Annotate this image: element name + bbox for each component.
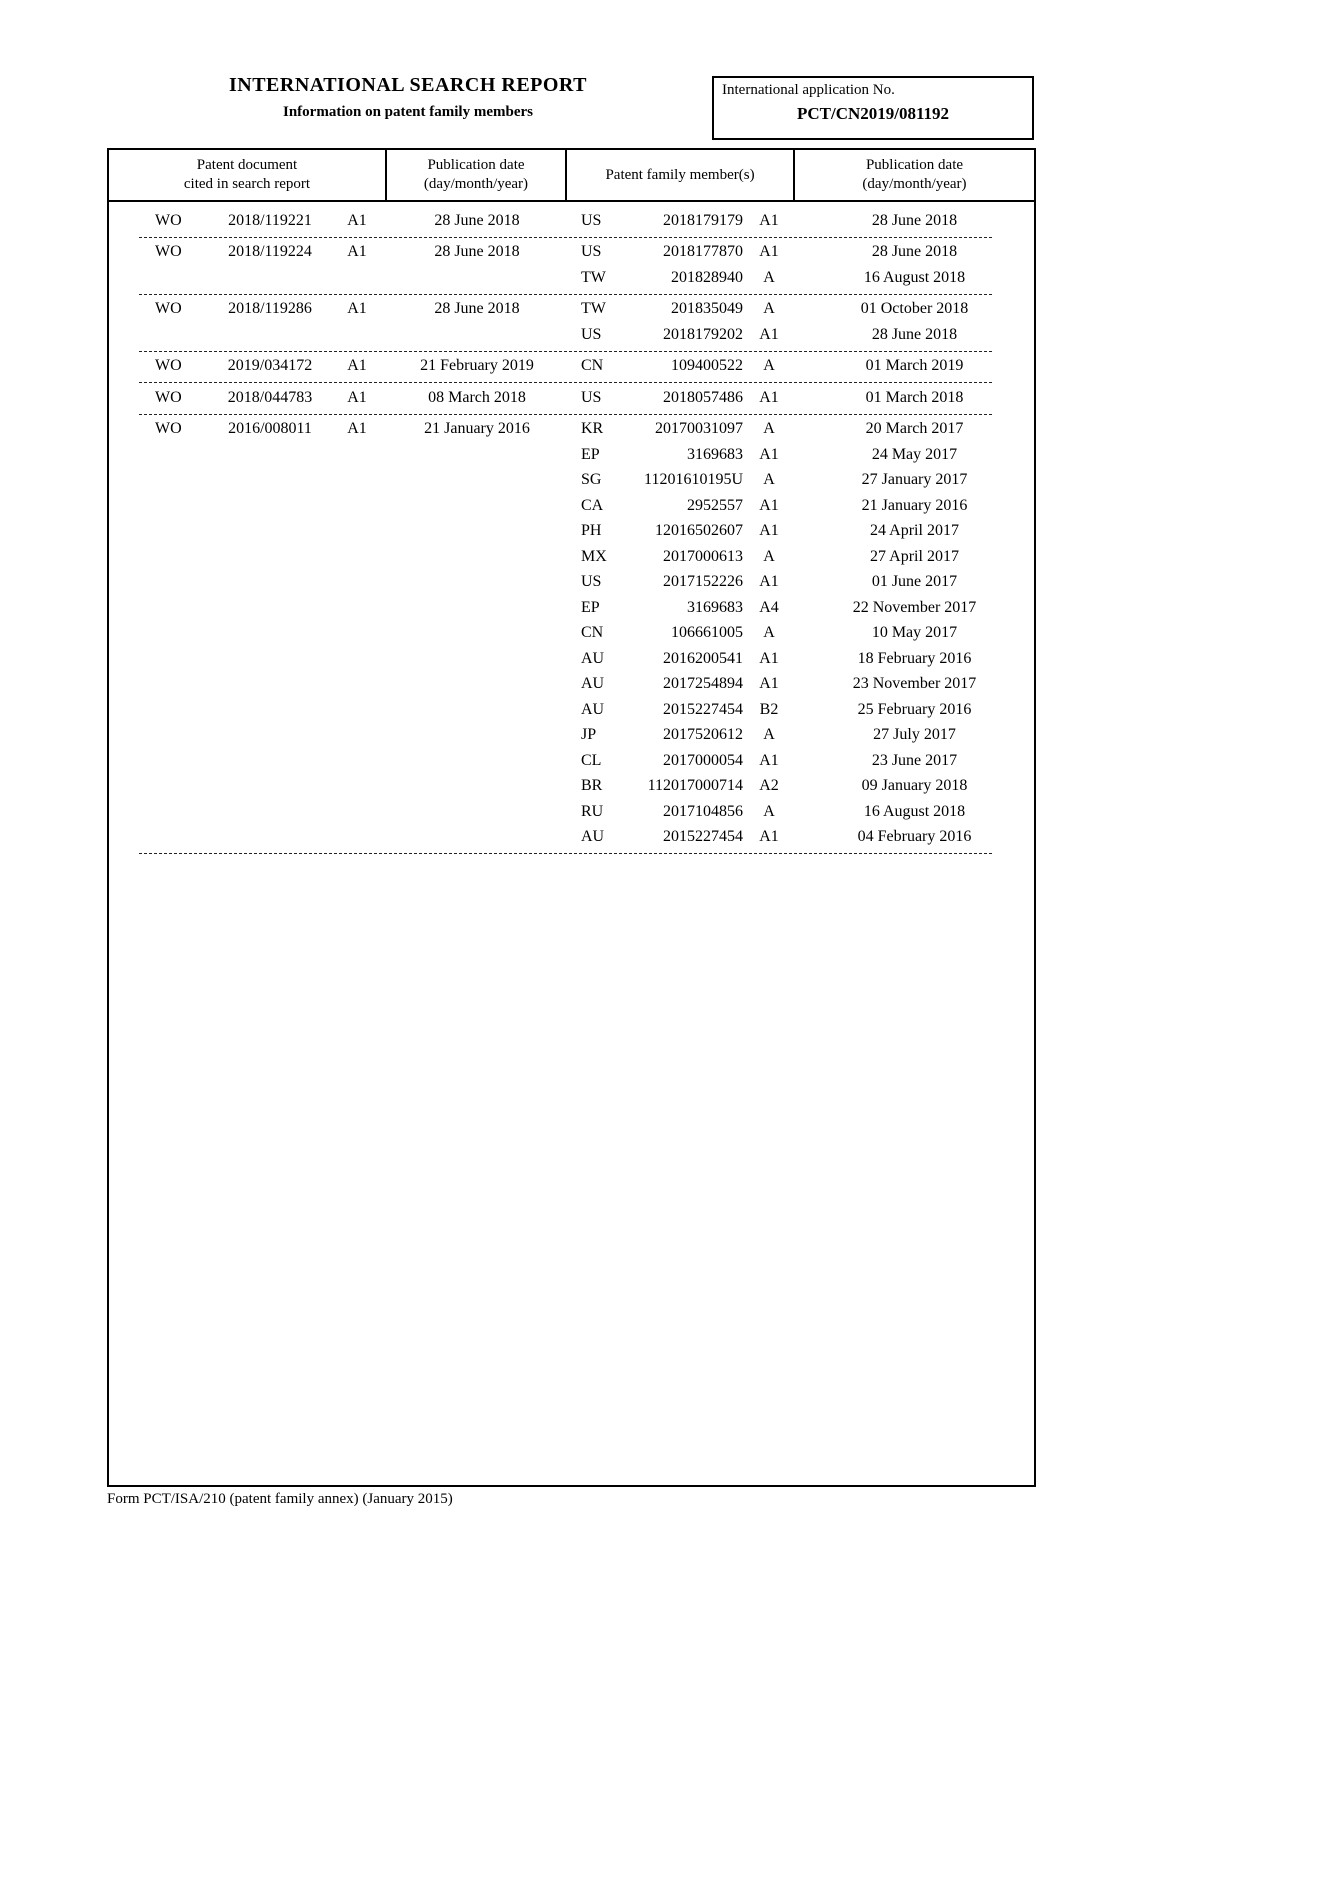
header-line: (day/month/year): [862, 176, 967, 192]
cited-document-cell: [109, 389, 387, 407]
family-member-cell: [567, 599, 795, 617]
family-doc-number: 3169683: [687, 598, 743, 616]
family-member-cell: [567, 446, 795, 464]
form-footer: Form PCT/ISA/210 (patent family annex) (January 2015): [107, 1491, 453, 1507]
family-doc-number: 2015227454: [663, 700, 743, 718]
family-member-cell: [567, 243, 795, 261]
family-member-cell: [567, 357, 795, 375]
family-member-cell: [567, 497, 795, 515]
family-doc-number: 2017000054: [663, 751, 743, 769]
family-country-code: CA: [581, 496, 604, 514]
header-line: cited in search report: [183, 176, 311, 192]
family-pub-date-cell: 01 June 2017: [871, 573, 958, 591]
header-line: Patent family member(s): [605, 166, 755, 183]
family-pub-date-cell: 24 May 2017: [871, 445, 958, 463]
family-doc-number: 2017520612: [663, 726, 743, 744]
group-separator: [139, 411, 992, 415]
family-country-code: SG: [581, 471, 602, 489]
family-pub-date-cell: 01 March 2018: [865, 388, 964, 406]
family-country-code: US: [581, 243, 602, 261]
col-header-publication-date-family: [795, 150, 1034, 200]
family-country-code: AU: [581, 675, 605, 693]
family-kind-code: A1: [759, 649, 779, 667]
family-pub-date-cell: 10 May 2017: [871, 624, 958, 642]
family-pub-date-cell: 16 August 2018: [863, 802, 966, 820]
family-kind-code: A1: [759, 388, 779, 406]
family-member-cell: [567, 828, 795, 846]
family-kind-code: A1: [759, 211, 779, 229]
family-country-code: RU: [581, 802, 604, 820]
family-pub-date-cell: 20 March 2017: [865, 420, 964, 438]
family-row: [109, 595, 1034, 621]
cited-pub-date-cell: 28 June 2018: [434, 300, 520, 318]
family-member-cell: [567, 389, 795, 407]
family-country-code: CN: [581, 624, 604, 642]
family-row: [109, 297, 1034, 323]
group-separator: [139, 348, 992, 352]
col-header-family-members: [567, 150, 795, 200]
family-member-cell: [567, 803, 795, 821]
family-kind-code: A1: [759, 573, 779, 591]
cited-country-code: WO: [155, 300, 182, 318]
cited-document-cell: [109, 212, 387, 230]
family-row: [109, 493, 1034, 519]
family-country-code: AU: [581, 649, 605, 667]
family-country-code: MX: [581, 547, 607, 565]
family-member-cell: [567, 675, 795, 693]
family-country-code: BR: [581, 777, 603, 795]
family-member-cell: [567, 300, 795, 318]
family-kind-code: A1: [759, 325, 779, 343]
family-row: [109, 544, 1034, 570]
cited-kind-code: A1: [347, 420, 367, 438]
family-pub-date-cell: 01 October 2018: [860, 300, 969, 318]
header-line: (day/month/year): [423, 176, 529, 192]
family-pub-date-cell: 09 January 2018: [861, 777, 968, 795]
header-line: Publication date: [865, 157, 964, 173]
cited-pub-date-cell: 21 February 2019: [420, 357, 534, 375]
family-row: [109, 265, 1034, 291]
cited-doc-number: 2018/044783: [227, 388, 313, 406]
group-separator: [139, 291, 992, 295]
family-row: [109, 385, 1034, 411]
family-member-cell: [567, 548, 795, 566]
family-row: [109, 621, 1034, 647]
family-pub-date-cell: 23 November 2017: [852, 675, 977, 693]
cited-document-cell: [109, 300, 387, 318]
cited-country-code: WO: [155, 357, 182, 375]
family-pub-date-cell: 24 April 2017: [870, 522, 959, 540]
family-kind-code: A1: [759, 496, 779, 514]
family-pub-date-cell: 01 March 2019: [865, 357, 964, 375]
family-doc-number: 11201610195U: [644, 471, 743, 489]
family-pub-date-cell: 28 June 2018: [871, 243, 958, 261]
family-doc-number: 2018177870: [663, 243, 743, 261]
family-member-cell: [567, 752, 795, 770]
group-separator: [139, 379, 992, 383]
family-kind-code: A: [763, 300, 775, 318]
family-country-code: JP: [581, 726, 597, 744]
family-row: [109, 570, 1034, 596]
table-header-row: [109, 150, 1034, 202]
family-kind-code: A: [763, 268, 775, 286]
family-country-code: KR: [581, 420, 604, 438]
cited-document-cell: [109, 243, 387, 261]
family-doc-number: 112017000714: [647, 777, 743, 795]
family-row: [109, 748, 1034, 774]
family-kind-code: A: [763, 471, 775, 489]
family-row: [109, 519, 1034, 545]
family-doc-number: 2018179179: [663, 211, 743, 229]
family-pub-date-cell: 27 April 2017: [870, 547, 959, 565]
family-doc-number: 2018179202: [663, 325, 743, 343]
family-row: [109, 240, 1034, 266]
family-pub-date-cell: 27 July 2017: [873, 726, 956, 744]
cited-doc-number: 2018/119221: [228, 211, 312, 229]
family-kind-code: A: [763, 547, 775, 565]
report-title-block: [150, 74, 666, 121]
application-number-value: PCT/CN2019/081192: [796, 104, 950, 123]
family-row: [109, 646, 1034, 672]
family-doc-number: 2016200541: [663, 649, 743, 667]
family-pub-date-cell: 27 January 2017: [861, 471, 968, 489]
col-header-publication-date-cited: [387, 150, 567, 200]
cited-doc-number: 2018/119224: [228, 243, 312, 261]
cited-country-code: WO: [155, 420, 182, 438]
cited-kind-code: A1: [347, 357, 367, 375]
family-doc-number: 12016502607: [655, 522, 743, 540]
cited-doc-number: 2019/034172: [227, 357, 313, 375]
family-kind-code: A: [763, 357, 775, 375]
family-pub-date-cell: 21 January 2016: [861, 496, 968, 514]
cited-doc-number: 2016/008011: [228, 420, 312, 438]
cited-kind-code: A1: [347, 300, 367, 318]
family-row: [109, 322, 1034, 348]
cited-document-cell: [109, 420, 387, 438]
family-member-cell: [567, 573, 795, 591]
family-country-code: AU: [581, 828, 605, 846]
family-member-cell: [567, 624, 795, 642]
cited-kind-code: A1: [347, 388, 367, 406]
report-title: INTERNATIONAL SEARCH REPORT: [228, 74, 588, 96]
family-doc-number: 106661005: [671, 624, 743, 642]
header-line: Publication date: [427, 157, 525, 173]
family-pub-date-cell: 25 February 2016: [857, 700, 972, 718]
family-country-code: PH: [581, 522, 602, 540]
family-row: [109, 672, 1034, 698]
family-pub-date-cell: 04 February 2016: [857, 828, 972, 846]
family-pub-date-cell: 16 August 2018: [863, 268, 966, 286]
family-kind-code: A: [763, 802, 775, 820]
cited-doc-number: 2018/119286: [228, 300, 312, 318]
family-country-code: TW: [581, 300, 606, 318]
family-country-code: CL: [581, 751, 602, 769]
family-row: [109, 417, 1034, 443]
col-header-cited-document: [109, 150, 387, 200]
family-country-code: US: [581, 388, 602, 406]
cited-country-code: WO: [155, 243, 182, 261]
family-doc-number: 201828940: [671, 268, 743, 286]
family-country-code: US: [581, 325, 602, 343]
family-row: [109, 354, 1034, 380]
family-country-code: CN: [581, 357, 604, 375]
family-member-cell: [567, 471, 795, 489]
family-doc-number: 20170031097: [655, 420, 743, 438]
family-member-cell: [567, 522, 795, 540]
family-doc-number: 3169683: [687, 445, 743, 463]
family-doc-number: 2017152226: [663, 573, 743, 591]
family-country-code: EP: [581, 598, 600, 616]
family-row: [109, 468, 1034, 494]
family-row: [109, 774, 1034, 800]
group-separator: [139, 850, 992, 854]
family-doc-number: 109400522: [671, 357, 743, 375]
header-line: Patent document: [196, 157, 298, 173]
family-pub-date-cell: 28 June 2018: [871, 325, 958, 343]
cited-pub-date-cell: 21 January 2016: [424, 420, 530, 438]
family-kind-code: A1: [759, 445, 779, 463]
family-pub-date-cell: 22 November 2017: [852, 598, 977, 616]
application-number-box: [712, 76, 1034, 140]
report-subtitle: Information on patent family members: [283, 104, 533, 120]
family-row: [109, 799, 1034, 825]
family-country-code: TW: [581, 268, 606, 286]
family-kind-code: A1: [759, 828, 779, 846]
family-doc-number: 2017104856: [663, 802, 743, 820]
cited-pub-date-cell: 28 June 2018: [434, 211, 520, 229]
cited-pub-date-cell: 08 March 2018: [428, 388, 526, 406]
table-body: [109, 202, 1034, 854]
cited-kind-code: A1: [347, 211, 367, 229]
family-kind-code: A1: [759, 751, 779, 769]
family-kind-code: A: [763, 726, 775, 744]
family-country-code: US: [581, 211, 602, 229]
family-member-cell: [567, 212, 795, 230]
cited-pub-date-cell: 28 June 2018: [434, 243, 520, 261]
cited-country-code: WO: [155, 388, 182, 406]
family-country-code: US: [581, 573, 602, 591]
family-kind-code: A: [763, 420, 775, 438]
family-kind-code: B2: [759, 700, 779, 718]
family-doc-number: 2018057486: [663, 388, 743, 406]
family-country-code: EP: [581, 445, 600, 463]
family-kind-code: A2: [759, 777, 779, 795]
family-member-cell: [567, 650, 795, 668]
family-kind-code: A4: [759, 598, 779, 616]
family-member-cell: [567, 726, 795, 744]
family-member-cell: [567, 326, 795, 344]
family-kind-code: A1: [759, 675, 779, 693]
family-member-cell: [567, 777, 795, 795]
family-kind-code: A: [763, 624, 775, 642]
family-row: [109, 208, 1034, 234]
patent-family-table: [107, 148, 1036, 1487]
family-member-cell: [567, 420, 795, 438]
family-doc-number: 2017254894: [663, 675, 743, 693]
family-member-cell: [567, 701, 795, 719]
cited-document-cell: [109, 357, 387, 375]
family-kind-code: A1: [759, 522, 779, 540]
application-number-label: International application No.: [722, 82, 895, 98]
family-doc-number: 2015227454: [663, 828, 743, 846]
family-member-cell: [567, 269, 795, 287]
cited-kind-code: A1: [347, 243, 367, 261]
family-doc-number: 201835049: [671, 300, 743, 318]
family-row: [109, 825, 1034, 851]
family-pub-date-cell: 23 June 2017: [871, 751, 958, 769]
family-kind-code: A1: [759, 243, 779, 261]
cited-country-code: WO: [155, 211, 182, 229]
family-doc-number: 2017000613: [663, 547, 743, 565]
family-row: [109, 723, 1034, 749]
family-row: [109, 697, 1034, 723]
family-doc-number: 2952557: [687, 496, 743, 514]
family-pub-date-cell: 28 June 2018: [871, 211, 958, 229]
group-separator: [139, 234, 992, 238]
family-pub-date-cell: 18 February 2016: [857, 649, 972, 667]
family-country-code: AU: [581, 700, 605, 718]
family-row: [109, 442, 1034, 468]
